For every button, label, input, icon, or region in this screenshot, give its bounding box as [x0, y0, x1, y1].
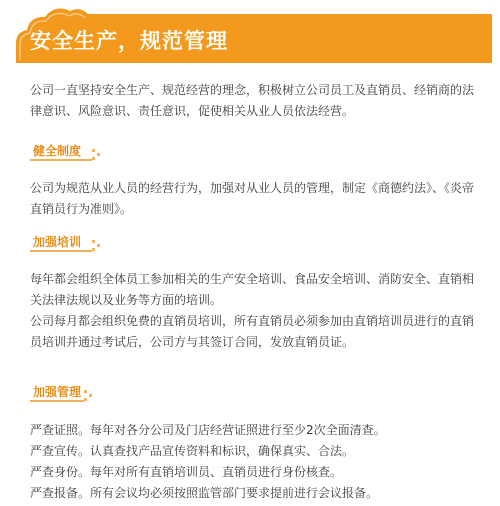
section-label: 加强培训	[33, 235, 82, 249]
section-paragraph: 每年都会组织全体员工参加相关的生产安全培训、食品安全培训、消防安全、直销相关法律法规以及业务等方面的培训。	[30, 272, 475, 307]
list-item: 严查报备。所有会议均必须按照监管部门要求提前进行会议报备。	[30, 486, 379, 500]
section-heading-system	[30, 143, 81, 159]
section-paragraph: 公司为规范从业人员的经营行为，加强对从业人员的管理，制定《商德约法》、《炎帝直销员行为准则》。	[30, 181, 475, 216]
list-item: 严查身份。每年对所有直销培训员、直销员进行身份核查。	[30, 465, 343, 479]
section-underline	[30, 159, 92, 161]
page-title: 安全生产，规范管理	[30, 29, 228, 53]
section-heading-management	[30, 384, 81, 400]
section-underline	[30, 400, 84, 402]
section-label: 加强管理	[33, 385, 82, 399]
list-item: 严查宣传。认真查找产品宣传资料和标识，确保真实、合法。	[30, 444, 355, 458]
section-paragraph: 公司每月都会组织免费的直销员培训，所有直销员必须参加由直销培训员进行的直销员培训并通过考试后，公司方与其签订合同，发放直销员证。	[30, 314, 475, 349]
section-heading-training	[30, 234, 81, 250]
intro-paragraph: 公司一直坚持安全生产、规范经营的理念，积极树立公司员工及直销员、经销商的法律意识、风险意识、责任意识，促使相关从业人员依法经营。	[30, 83, 475, 118]
section-header	[0, 0, 500, 72]
section-label: 健全制度	[33, 144, 82, 158]
list-item: 严查证照。每年对各分公司及门店经营证照进行至少2次全面清查。	[30, 423, 386, 437]
section-underline	[30, 250, 92, 252]
